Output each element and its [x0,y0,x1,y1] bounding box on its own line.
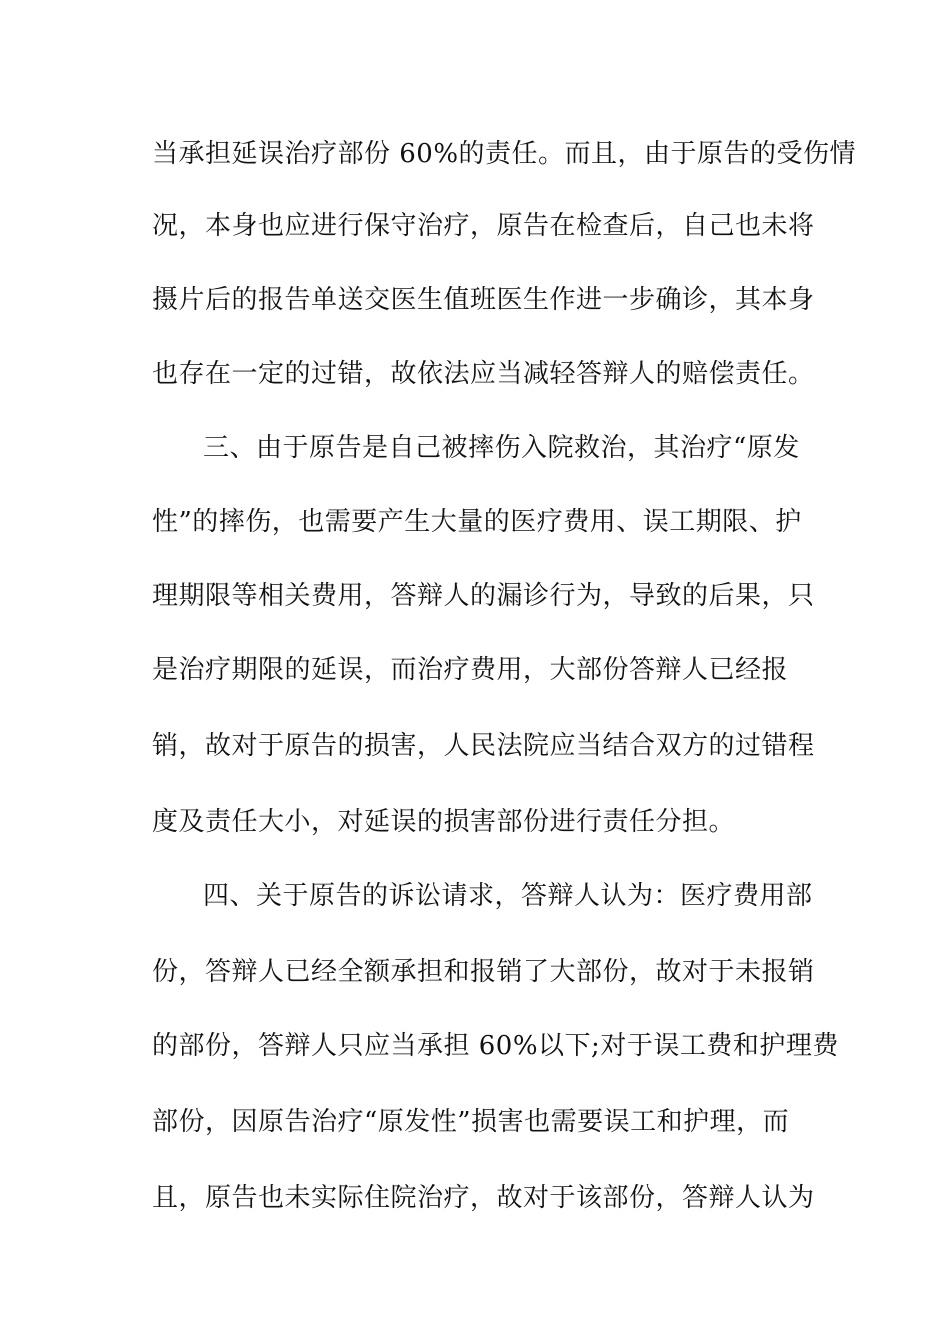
text-line: 性”的摔伤，也需要产生大量的医疗费用、误工期限、护 [152,507,802,537]
text-line: 理期限等相关费用，答辩人的漏诊行为，导致的后果，只 [152,581,815,611]
paragraph-start-line: 三、由于原告是自己被摔伤入院救治，其治疗“原发 [203,433,800,463]
text-line: 部份，因原告治疗“原发性”损害也需要误工和护理，而 [152,1107,790,1137]
text-line: 份，答辩人已经全额承担和报销了大部份，故对于未报销 [152,957,815,987]
text-line: 当承担延误治疗部份 60%的责任。而且，由于原告的受伤情 [152,139,857,169]
text-line: 且，原告也未实际住院治疗，故对于该部份，答辩人认为 [152,1183,815,1213]
text-line: 是治疗期限的延误，而治疗费用，大部份答辩人已经报 [152,655,789,685]
text-line: 度及责任大小，对延误的损害部份进行责任分担。 [152,807,736,837]
text-line: 的部份，答辩人只应当承担 60%以下;对于误工费和护理费 [152,1031,839,1061]
text-line: 况，本身也应进行保守治疗，原告在检查后，自己也未将 [152,211,815,241]
text-line: 也存在一定的过错，故依法应当减轻答辩人的赔偿责任。 [152,359,815,389]
text-line: 摄片后的报告单送交医生值班医生作进一步确诊，其本身 [152,285,815,315]
text-line: 销，故对于原告的损害，人民法院应当结合双方的过错程 [152,731,815,761]
paragraph-start-line: 四、关于原告的诉讼请求，答辩人认为：医疗费用部 [203,881,813,911]
